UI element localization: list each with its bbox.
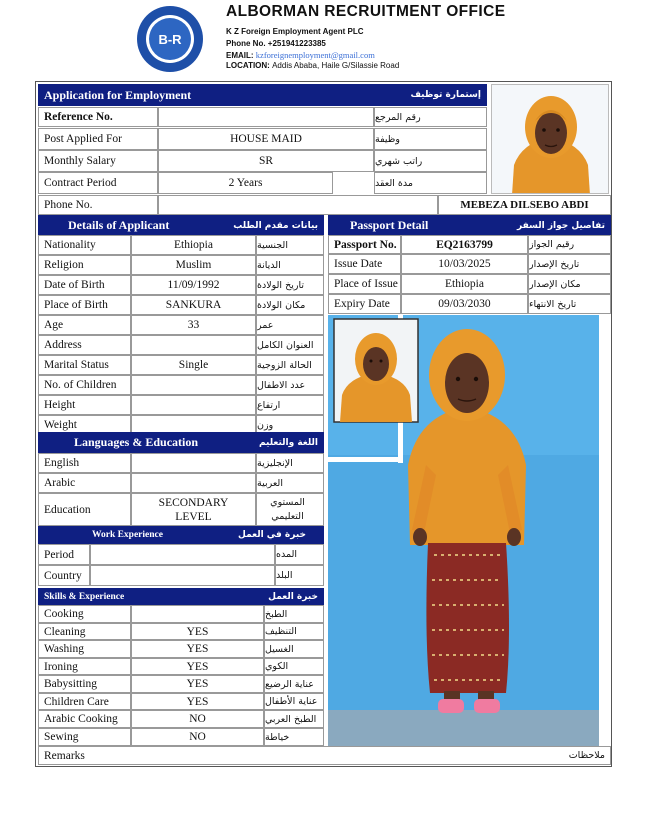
washing-label-ar: الغسيل: [264, 640, 324, 658]
nationality-value: Ethiopia: [131, 235, 256, 255]
height-label-ar: ارتفاع: [256, 395, 324, 415]
header-phone: Phone No. +251941223385: [226, 39, 326, 48]
remarks-label-ar: ملاحظات: [568, 750, 605, 761]
company-name: ALBORMAN RECRUITMENT OFFICE: [226, 3, 506, 20]
application-form: [35, 81, 612, 767]
education-label-ar: المستوي التعليمي: [256, 493, 324, 526]
country-value: [90, 565, 275, 586]
address-label-ar: العنوان الكامل: [256, 335, 324, 355]
sewing-label-ar: خياطة: [264, 728, 324, 746]
applicant-portrait-photo: [491, 84, 609, 194]
salary-label: Monthly Salary: [38, 150, 158, 172]
education-label: Education: [38, 493, 131, 526]
children-care-label-ar: عناية الأطفال: [264, 693, 324, 710]
arabic-cooking-label: Arabic Cooking: [38, 710, 131, 728]
sewing-value: NO: [131, 728, 264, 746]
expiry-date-value: 09/03/2030: [401, 294, 528, 314]
address-value: [131, 335, 256, 355]
expiry-date-label: Expiry Date: [328, 294, 401, 314]
cooking-label: Cooking: [38, 605, 131, 623]
details-header: Details of Applicant بيانات مقدم الطلب: [38, 215, 324, 236]
cooking-value: [131, 605, 264, 623]
children-label: No. of Children: [38, 375, 131, 395]
babysitting-value: YES: [131, 675, 264, 693]
phone-label: Phone No.: [38, 195, 158, 215]
cleaning-label: Cleaning: [38, 623, 131, 640]
arabic-label-ar: العربية: [256, 473, 324, 493]
marital-value: Single: [131, 355, 256, 375]
arabic-cooking-value: NO: [131, 710, 264, 728]
cooking-label-ar: الطبخ: [264, 605, 324, 623]
remarks-label: Remarks: [44, 749, 85, 762]
country-label-ar: البلد: [275, 565, 324, 586]
cleaning-value: YES: [131, 623, 264, 640]
weight-label: Weight: [38, 415, 131, 435]
salary-value: SR: [158, 150, 374, 172]
passport-no-label: Passport No.: [328, 235, 401, 254]
period-label: Period: [38, 544, 90, 565]
marital-label-ar: الحالة الزوجية: [256, 355, 324, 375]
pob-label: Place of Birth: [38, 295, 131, 315]
arabic-cooking-label-ar: الطبخ العربي: [264, 710, 324, 728]
pob-label-ar: مكان الولادة: [256, 295, 324, 315]
ironing-value: YES: [131, 658, 264, 675]
letterhead: [0, 0, 647, 78]
ironing-label-ar: الكوي: [264, 658, 324, 675]
post-label-ar: وظيفة: [374, 128, 487, 150]
passport-no-label-ar: رقيم الجواز: [528, 235, 611, 254]
cleaning-label-ar: التنظيف: [264, 623, 324, 640]
remarks-row: [38, 746, 611, 765]
pob-value: SANKURA: [131, 295, 256, 315]
washing-label: Washing: [38, 640, 131, 658]
place-of-issue-value: Ethiopia: [401, 274, 528, 294]
religion-label-ar: الديانة: [256, 255, 324, 275]
education-value: SECONDARY LEVEL: [131, 493, 256, 526]
logo-text: B-R: [158, 32, 182, 47]
application-header: Application for Employment إستمارة توظيف: [38, 84, 487, 106]
dob-value: 11/09/1992: [131, 275, 256, 295]
religion-label: Religion: [38, 255, 131, 275]
company-logo: [124, 3, 216, 75]
washing-value: YES: [131, 640, 264, 658]
children-care-label: Children Care: [38, 693, 131, 710]
issue-date-label-ar: تاريخ الإصدار: [528, 254, 611, 274]
place-of-issue-label: Place of Issue: [328, 274, 401, 294]
age-label-ar: عمر: [256, 315, 324, 335]
skills-header: Skills & Experience خبرة العمل: [38, 588, 324, 605]
post-label: Post Applied For: [38, 128, 158, 150]
babysitting-label: Babysitting: [38, 675, 131, 693]
reference-label-ar: رقم المرجع: [374, 107, 487, 127]
age-label: Age: [38, 315, 131, 335]
sewing-label: Sewing: [38, 728, 131, 746]
applicant-name: MEBEZA DILSEBO ABDI: [438, 195, 611, 215]
nationality-label-ar: الجنسية: [256, 235, 324, 255]
contract-label: Contract Period: [38, 172, 158, 194]
contract-value: 2 Years: [158, 172, 333, 194]
work-header: Work Experience خبرة في العمل: [38, 526, 324, 544]
age-value: 33: [131, 315, 256, 335]
languages-header: Languages & Education اللغة والتعليم: [38, 432, 324, 453]
height-value: [131, 395, 256, 415]
period-label-ar: المده: [275, 544, 324, 565]
applicant-full-body-photo: [328, 315, 599, 746]
period-value: [90, 544, 275, 565]
post-value: HOUSE MAID: [158, 128, 374, 150]
religion-value: Muslim: [131, 255, 256, 275]
address-label: Address: [38, 335, 131, 355]
reference-label: Reference No.: [38, 107, 158, 127]
contract-label-ar: مدة العقد: [374, 172, 487, 194]
issue-date-value: 10/03/2025: [401, 254, 528, 274]
children-care-value: YES: [131, 693, 264, 710]
country-label: Country: [38, 565, 90, 586]
header-location: LOCATION: Addis Ababa, Haile G/Silassie Road: [226, 61, 400, 70]
english-value: [131, 453, 256, 473]
issue-date-label: Issue Date: [328, 254, 401, 274]
dob-label: Date of Birth: [38, 275, 131, 295]
children-label-ar: عدد الاطفال: [256, 375, 324, 395]
children-value: [131, 375, 256, 395]
place-of-issue-label-ar: مكان الإصدار: [528, 274, 611, 294]
arabic-value: [131, 473, 256, 493]
passport-header: Passport Detail تفاصيل جواز السفر: [328, 215, 611, 236]
height-label: Height: [38, 395, 131, 415]
phone-value: [158, 195, 438, 215]
dob-label-ar: تاريخ الولادة: [256, 275, 324, 295]
marital-label: Marital Status: [38, 355, 131, 375]
arabic-label: Arabic: [38, 473, 131, 493]
expiry-date-label-ar: تاريخ الانتهاء: [528, 294, 611, 314]
nationality-label: Nationality: [38, 235, 131, 255]
ironing-label: Ironing: [38, 658, 131, 675]
english-label: English: [38, 453, 131, 473]
babysitting-label-ar: عناية الرضيع: [264, 675, 324, 693]
weight-label-ar: وزن: [256, 415, 324, 435]
agent-name: K Z Foreign Employment Agent PLC: [226, 27, 364, 36]
reference-value: [158, 107, 374, 127]
header-email: EMAIL: kzforeignemployment@gmail.com: [226, 50, 375, 60]
salary-label-ar: راتب شهري: [374, 150, 487, 172]
passport-no-value: EQ2163799: [401, 235, 528, 254]
english-label-ar: الإنجليزية: [256, 453, 324, 473]
